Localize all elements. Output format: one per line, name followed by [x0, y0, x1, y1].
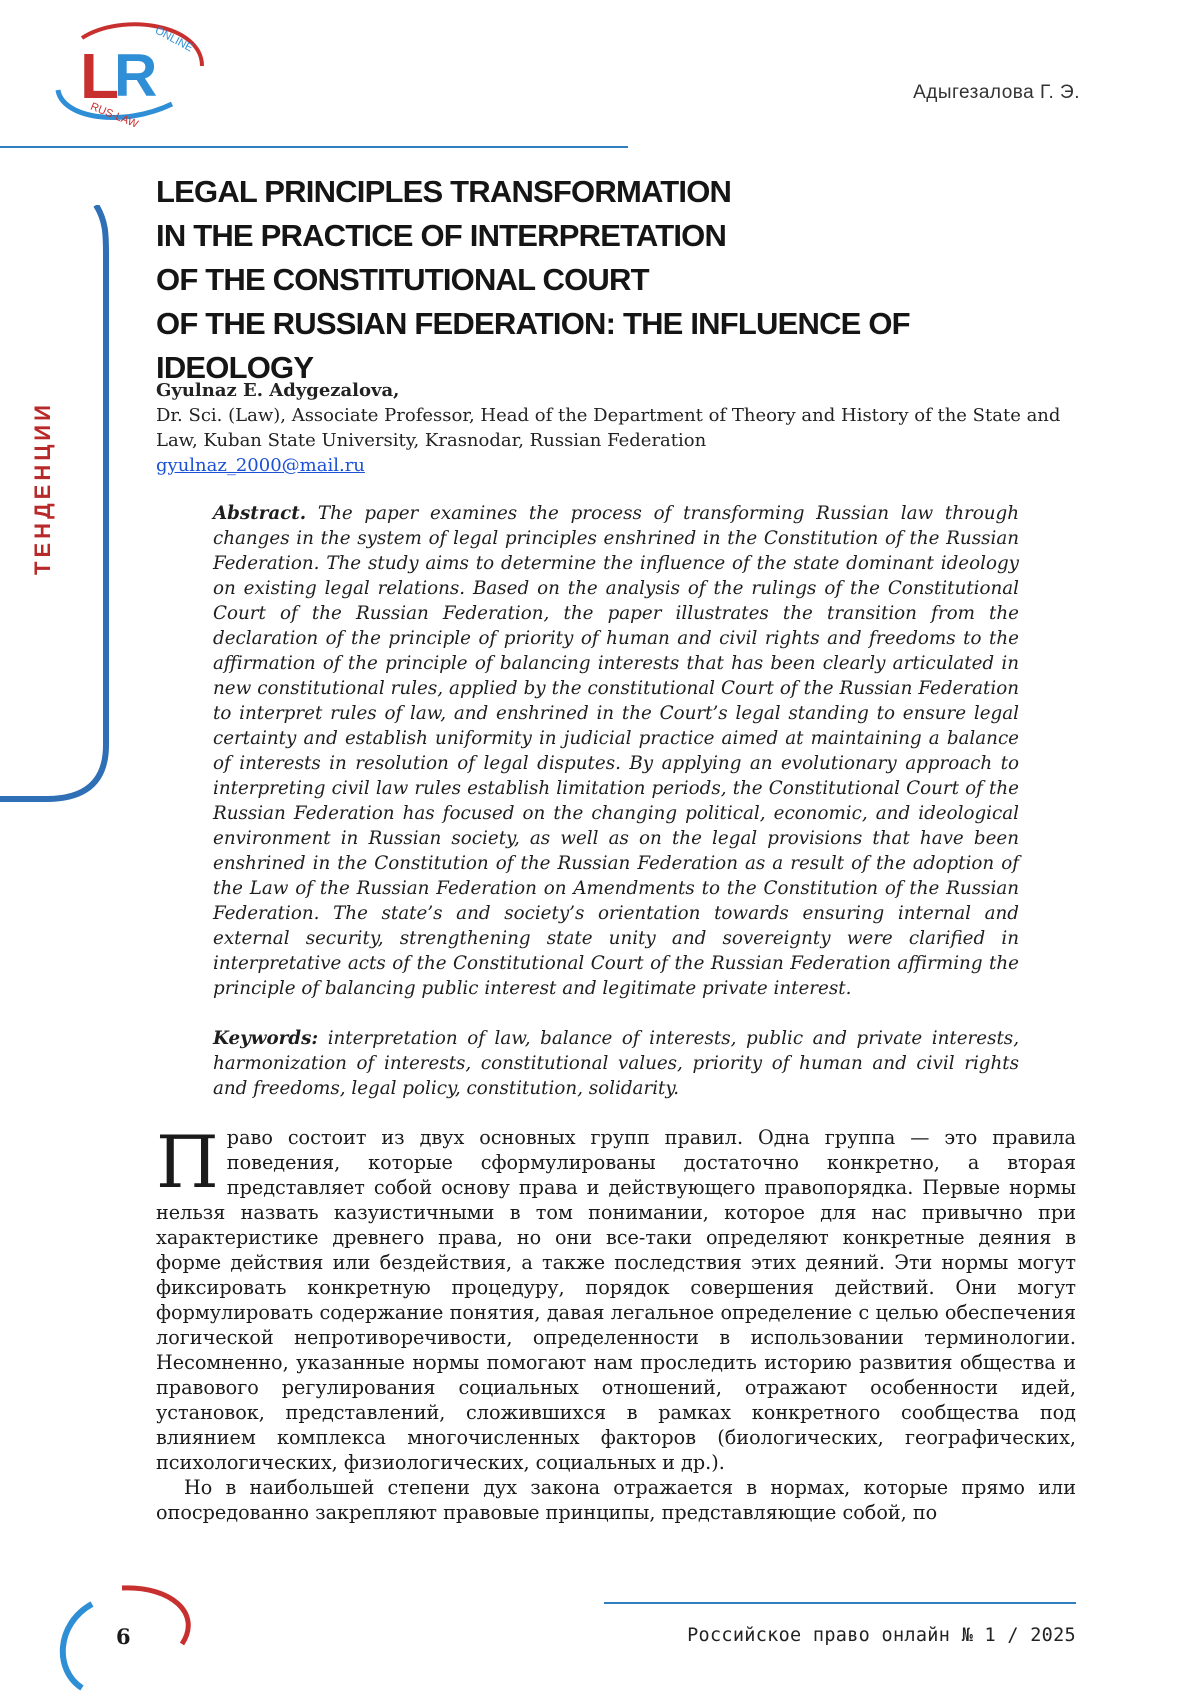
abstract-label: Abstract.	[213, 503, 306, 524]
keywords	[213, 1026, 1019, 1101]
logo-letter-l: L	[80, 40, 119, 112]
body-paragraph: Но в наибольшей степени дух закона отражается в нормах, которые прямо или опосредованно закрепляют правовые принципы, представляющие собой, по	[156, 1475, 1076, 1525]
author-email-link[interactable]: gyulnaz_2000@mail.ru	[156, 453, 1066, 478]
author-affiliation: Dr. Sci. (Law), Associate Professor, Head of the Department of Theory and History of the State and Law, Kuban State University, Krasnodar, Russian Federation	[156, 405, 1060, 451]
body-text	[156, 1125, 1076, 1525]
body-paragraph	[156, 1125, 1076, 1475]
header-rule	[0, 146, 628, 148]
title-line: OF THE CONSTITUTIONAL COURT	[156, 258, 1056, 302]
section-bracket	[0, 205, 112, 805]
title-line: IN THE PRACTICE OF INTERPRETATION	[156, 214, 1056, 258]
keywords-text: interpretation of law, balance of interests, public and private interests, harmonization of interests, constitutional values, priority of human and civil rights and freedoms, legal policy, constitution, solidarity.	[213, 1028, 1019, 1099]
title-line: LEGAL PRINCIPLES TRANSFORMATION	[156, 170, 1056, 214]
footer-rule	[604, 1602, 1076, 1604]
logo-bottom-text: RUS-LAW	[89, 101, 141, 130]
journal-logo	[52, 18, 212, 130]
section-label: ТЕНДЕНЦИИ	[30, 401, 56, 575]
abstract-text: The paper examines the process of transforming Russian law through changes in the system of legal principles enshrined in the Constitution of the Russian Federation. The study aims to determine the influence of the state dominant ideology on existing legal relations. Based on the analysis of the rulings of the Constitutional Court of the Russian Federation, the paper illustrates the transition from the declaration of the principle of priority of human and civil rights and freedoms to the affirmation of the principle of balancing interests that has been clearly articulated in new constitutional rules, applied by the constitutional Court of the Russian Federation to interpret rules of law, and enshrined in the Court’s legal standing to ensure legal certainty and establish uniformity in judicial practice aimed at maintaining a balance of interests in resolution of legal disputes. By applying an evolutionary approach to interpreting civil law rules establish limitation periods, the Constitutional Court of the Russian Federation has focused on the changing political, economic, and ideological environment in Russian society, as well as on the legal provisions that have been enshrined in the Constitution of the Russian Federation as a result of the adoption of the Law of the Russian Federation on Amendments to the Constitution of the Russian Federation. The state’s and society’s orientation towards ensuring internal and external security, strengthening state unity and sovereignty were clarified in interpretative acts of the Constitutional Court of the Russian Federation affirming the principle of balancing public interest and legitimate private interest.	[213, 503, 1019, 999]
keywords-label: Keywords:	[213, 1028, 318, 1049]
article-title	[156, 170, 1056, 390]
logo-letter-r: R	[114, 42, 157, 109]
title-line: OF THE RUSSIAN FEDERATION: THE INFLUENCE OF IDEOLOGY	[156, 302, 1056, 390]
abstract	[213, 501, 1019, 1001]
footer-swoosh	[52, 1584, 212, 1696]
drop-cap: П	[156, 1131, 219, 1193]
journal-footer: Российское право онлайн № 1 / 2025	[600, 1625, 1076, 1646]
page-number: 6	[116, 1624, 131, 1649]
author-block	[156, 378, 1066, 478]
author-name: Gyulnaz E. Adygezalova,	[156, 378, 1066, 403]
logo-top-text: ONLINE	[153, 25, 195, 55]
body-paragraph-text: раво состоит из двух основных групп правил. Одна группа — это правила поведения, которые сформулированы достаточно конкретно, а вторая представляет собой основу права и действующего правопорядка. Первые нормы нельзя назвать казуистичными в том понимании, которое для нас привычно при характеристике древнего права, но они все-таки определяют конкретные деяния в форме действия или бездействия, а также последствия этих деяний. Эти нормы могут фиксировать конкретную процедуру, порядок совершения действий. Они могут формулировать содержание понятия, давая легальное определение с целью обеспечения логической непротиворечивости, определенности в использовании терминологии. Несомненно, указанные нормы помогают нам проследить историю развития общества и правового регулирования социальных отношений, отражают особенности идей, установок, представлений, сложившихся в рамках конкретного сообщества под влиянием комплекса многочисленных факторов (биологических, географических, психологических, физиологических, социальных и др.).	[156, 1126, 1076, 1474]
running-head-author: Адыгезалова Г. Э.	[900, 82, 1080, 104]
